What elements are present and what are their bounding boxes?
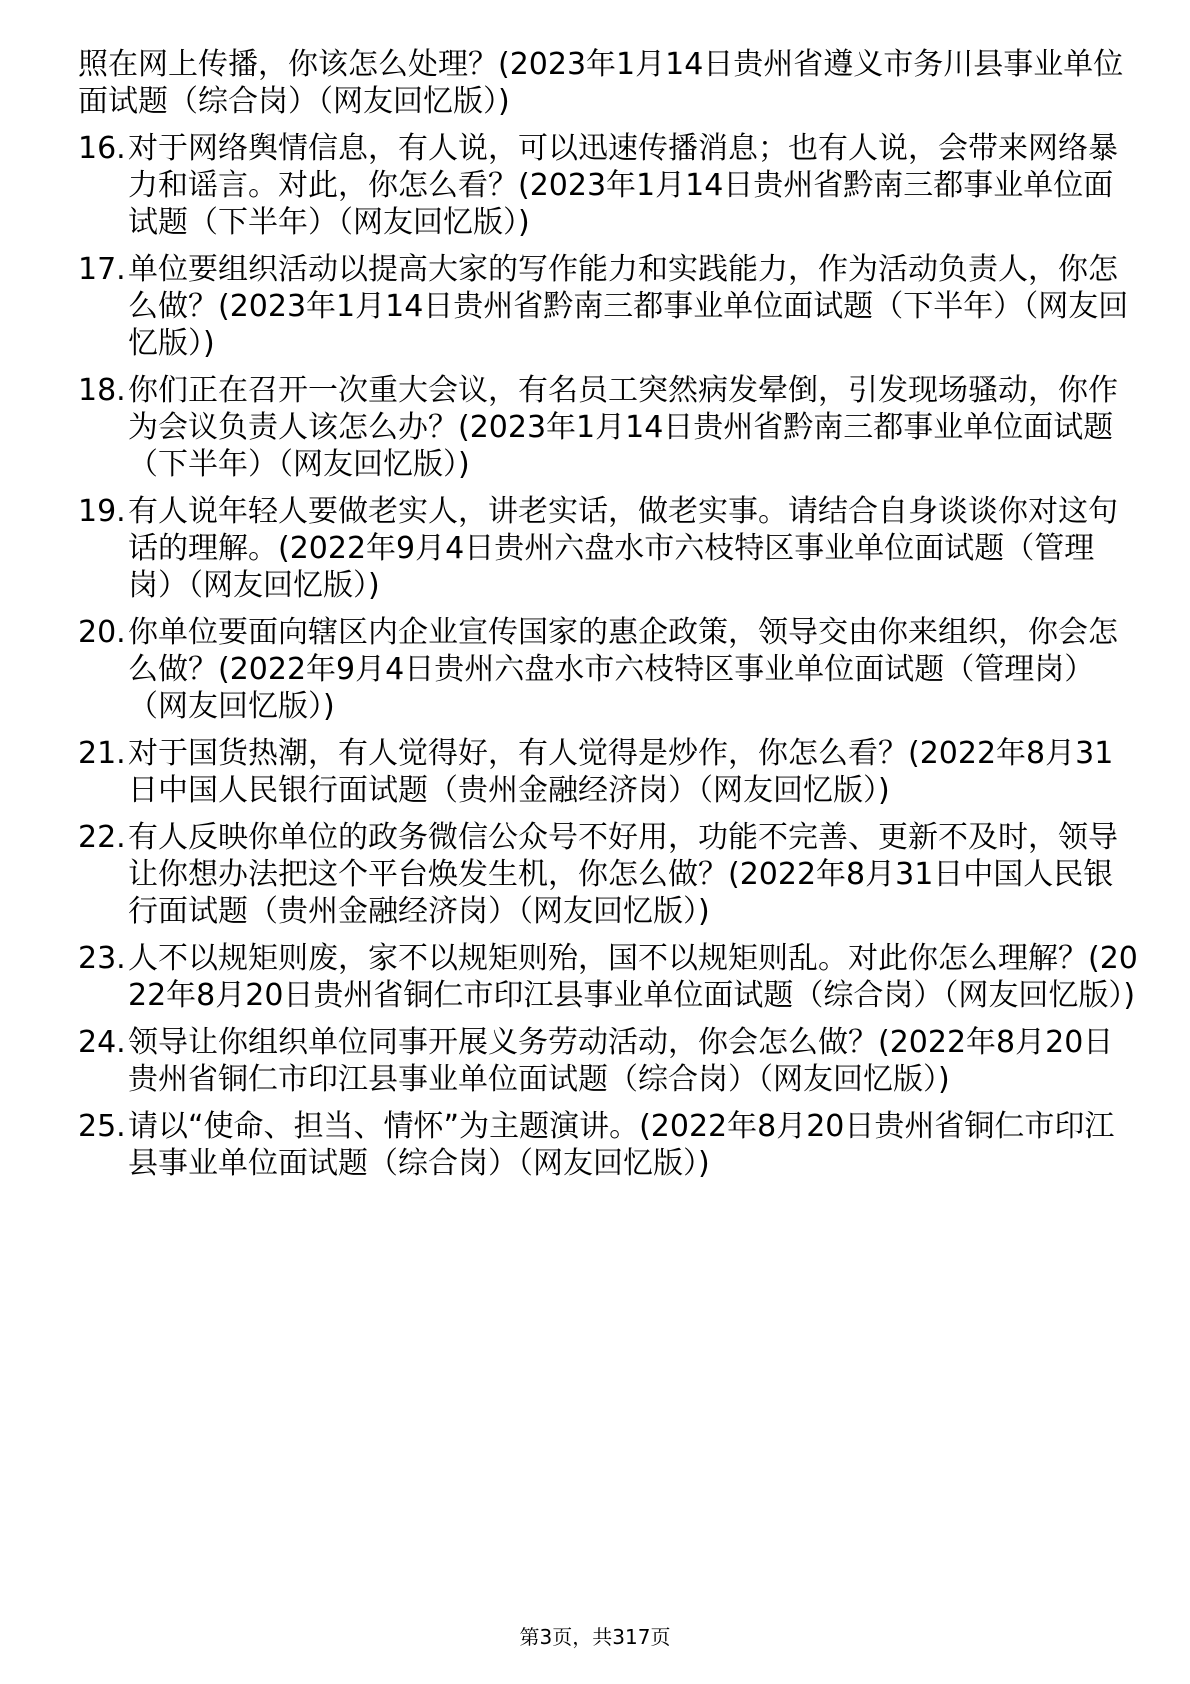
list-item [78, 614, 1138, 725]
question-number: 18. [78, 373, 126, 408]
question-list [78, 46, 1138, 1192]
list-item [78, 372, 1138, 483]
question-number: 21. [78, 736, 126, 771]
question-text: 你们正在召开一次重大会议，有名员工突然病发晕倒，引发现场骚动，你作为会议负责人该怎么办？(2023年1月14日贵州省黔南三都事业单位面试题（下半年）（网友回忆版）) [128, 373, 1118, 482]
list-item [78, 493, 1138, 604]
question-text: 对于国货热潮，有人觉得好，有人觉得是炒作，你怎么看？(2022年8月31日中国人民银行面试题（贵州金融经济岗）（网友回忆版）) [128, 736, 1114, 808]
list-item [78, 46, 1138, 120]
question-text: 人不以规矩则废，家不以规矩则殆，国不以规矩则乱。对此你怎么理解？(2022年8月20日贵州省铜仁市印江县事业单位面试题（综合岗）（网友回忆版）) [128, 941, 1138, 1013]
question-text: 领导让你组织单位同事开展义务劳动活动，你会怎么做？(2022年8月20日贵州省铜仁市印江县事业单位面试题（综合岗）（网友回忆版）) [128, 1025, 1114, 1097]
question-number: 22. [78, 820, 126, 855]
list-item [78, 130, 1138, 241]
question-number: 16. [78, 131, 126, 166]
list-item [78, 1108, 1138, 1182]
list-item [78, 819, 1138, 930]
list-item [78, 735, 1138, 809]
question-text: 请以“使命、担当、情怀”为主题演讲。(2022年8月20日贵州省铜仁市印江县事业单位面试题（综合岗）（网友回忆版）) [128, 1109, 1115, 1181]
question-text-continued: 照在网上传播，你该怎么处理？(2023年1月14日贵州省遵义市务川县事业单位面试题（综合岗）（网友回忆版）) [78, 47, 1124, 119]
list-item [78, 1024, 1138, 1098]
question-number: 20. [78, 615, 126, 650]
question-text: 有人说年轻人要做老实人，讲老实话，做老实事。请结合自身谈谈你对这句话的理解。(2022年9月4日贵州六盘水市六枝特区事业单位面试题（管理岗）（网友回忆版）) [128, 494, 1118, 603]
question-number: 17. [78, 252, 126, 287]
question-text: 你单位要面向辖区内企业宣传国家的惠企政策，领导交由你来组织，你会怎么做？(2022年9月4日贵州六盘水市六枝特区事业单位面试题（管理岗）（网友回忆版）) [128, 615, 1118, 724]
question-text: 单位要组织活动以提高大家的写作能力和实践能力，作为活动负责人，你怎么做？(2023年1月14日贵州省黔南三都事业单位面试题（下半年）（网友回忆版）) [128, 252, 1129, 361]
list-item [78, 251, 1138, 362]
question-text: 对于网络舆情信息，有人说，可以迅速传播消息；也有人说，会带来网络暴力和谣言。对此，你怎么看？(2023年1月14日贵州省黔南三都事业单位面试题（下半年）（网友回忆版）) [128, 131, 1118, 240]
question-text: 有人反映你单位的政务微信公众号不好用，功能不完善、更新不及时，领导让你想办法把这个平台焕发生机，你怎么做？(2022年8月31日中国人民银行面试题（贵州金融经济岗）（网友回忆版）) [128, 820, 1118, 929]
page-number: 第3页，共317页 [519, 1625, 671, 1649]
question-number: 19. [78, 494, 126, 529]
question-number: 23. [78, 941, 126, 976]
question-number: 25. [78, 1109, 126, 1144]
question-number: 24. [78, 1025, 126, 1060]
list-item [78, 940, 1138, 1014]
